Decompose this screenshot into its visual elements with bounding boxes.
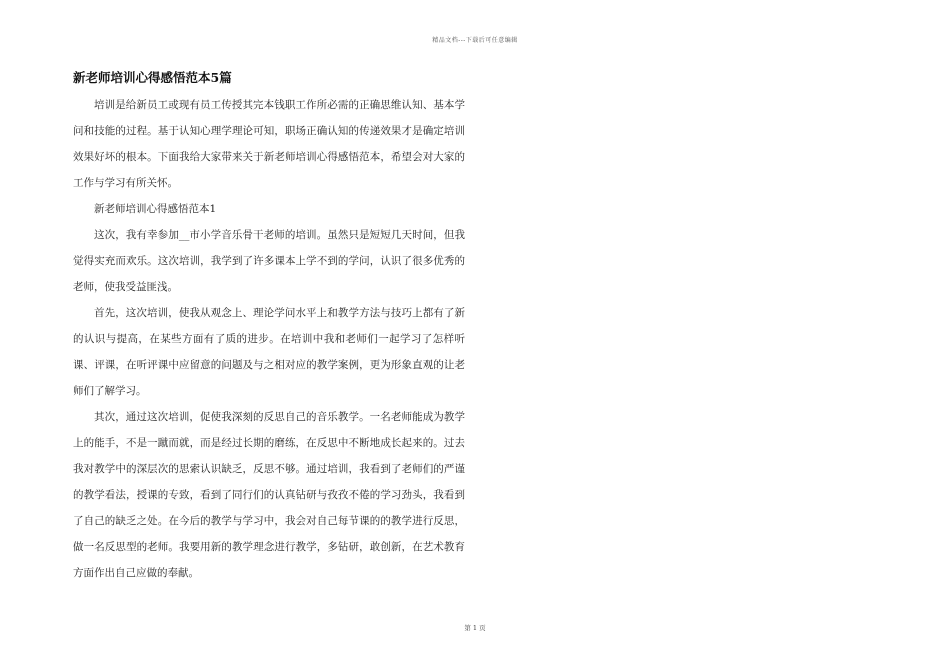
- intro-paragraph: 培训是给新员工或现有员工传授其完本钱职工作所必需的正确思维认知、基本学问和技能的过程。基于认知心理学理论可知，职场正确认知的传递效果才是确定培训效果好坏的根本。下面我给大家带来关于新老师培训心得感悟范本，希望会对大家的工作与学习有所关怀。: [73, 99, 465, 189]
- body-paragraph: 这次，我有幸参加__市小学音乐骨干老师的培训。虽然只是短短几天时间，但我觉得实充而欢乐。这次培训，我学到了许多课本上学不到的学问，认识了很多优秀的老师，使我受益匪浅。: [73, 229, 465, 293]
- body-paragraph: 首先，这次培训，使我从观念上、理论学问水平上和教学方法与技巧上都有了新的认识与提高，在某些方面有了质的进步。在培训中我和老师们一起学习了怎样听课、评课，在听评课中应留意的问题及与之相对应的教学案例，更为形象直观的让老师们了解学习。: [73, 307, 465, 397]
- document-body: [73, 92, 465, 586]
- page-number: 第 1 页: [464, 624, 486, 632]
- body-paragraph: 其次，通过这次培训，促使我深刻的反思自己的音乐教学。一名老师能成为教学上的能手，不是一蹴而就，而是经过长期的磨练，在反思中不断地成长起来的。过去我对教学中的深层次的思索认识缺乏，反思不够。通过培训，我看到了老师们的严谨的教学看法，授课的专致，看到了同行们的认真钻研与孜孜不倦的学习劲头，我看到了自己的缺乏之处。在今后的教学与学习中，我会对自己每节课的的教学进行反思，做一名反思型的老师。我要用新的教学理念进行教学，多钻研，敢创新，在艺术教育方面作出自己应做的奉献。: [73, 411, 465, 579]
- section-heading: 新老师培训心得感悟范本1: [94, 203, 217, 215]
- document-title: 新老师培训心得感悟范本5篇: [73, 70, 232, 85]
- page-header-note: 精品文档---下载后可任意编辑: [432, 37, 518, 44]
